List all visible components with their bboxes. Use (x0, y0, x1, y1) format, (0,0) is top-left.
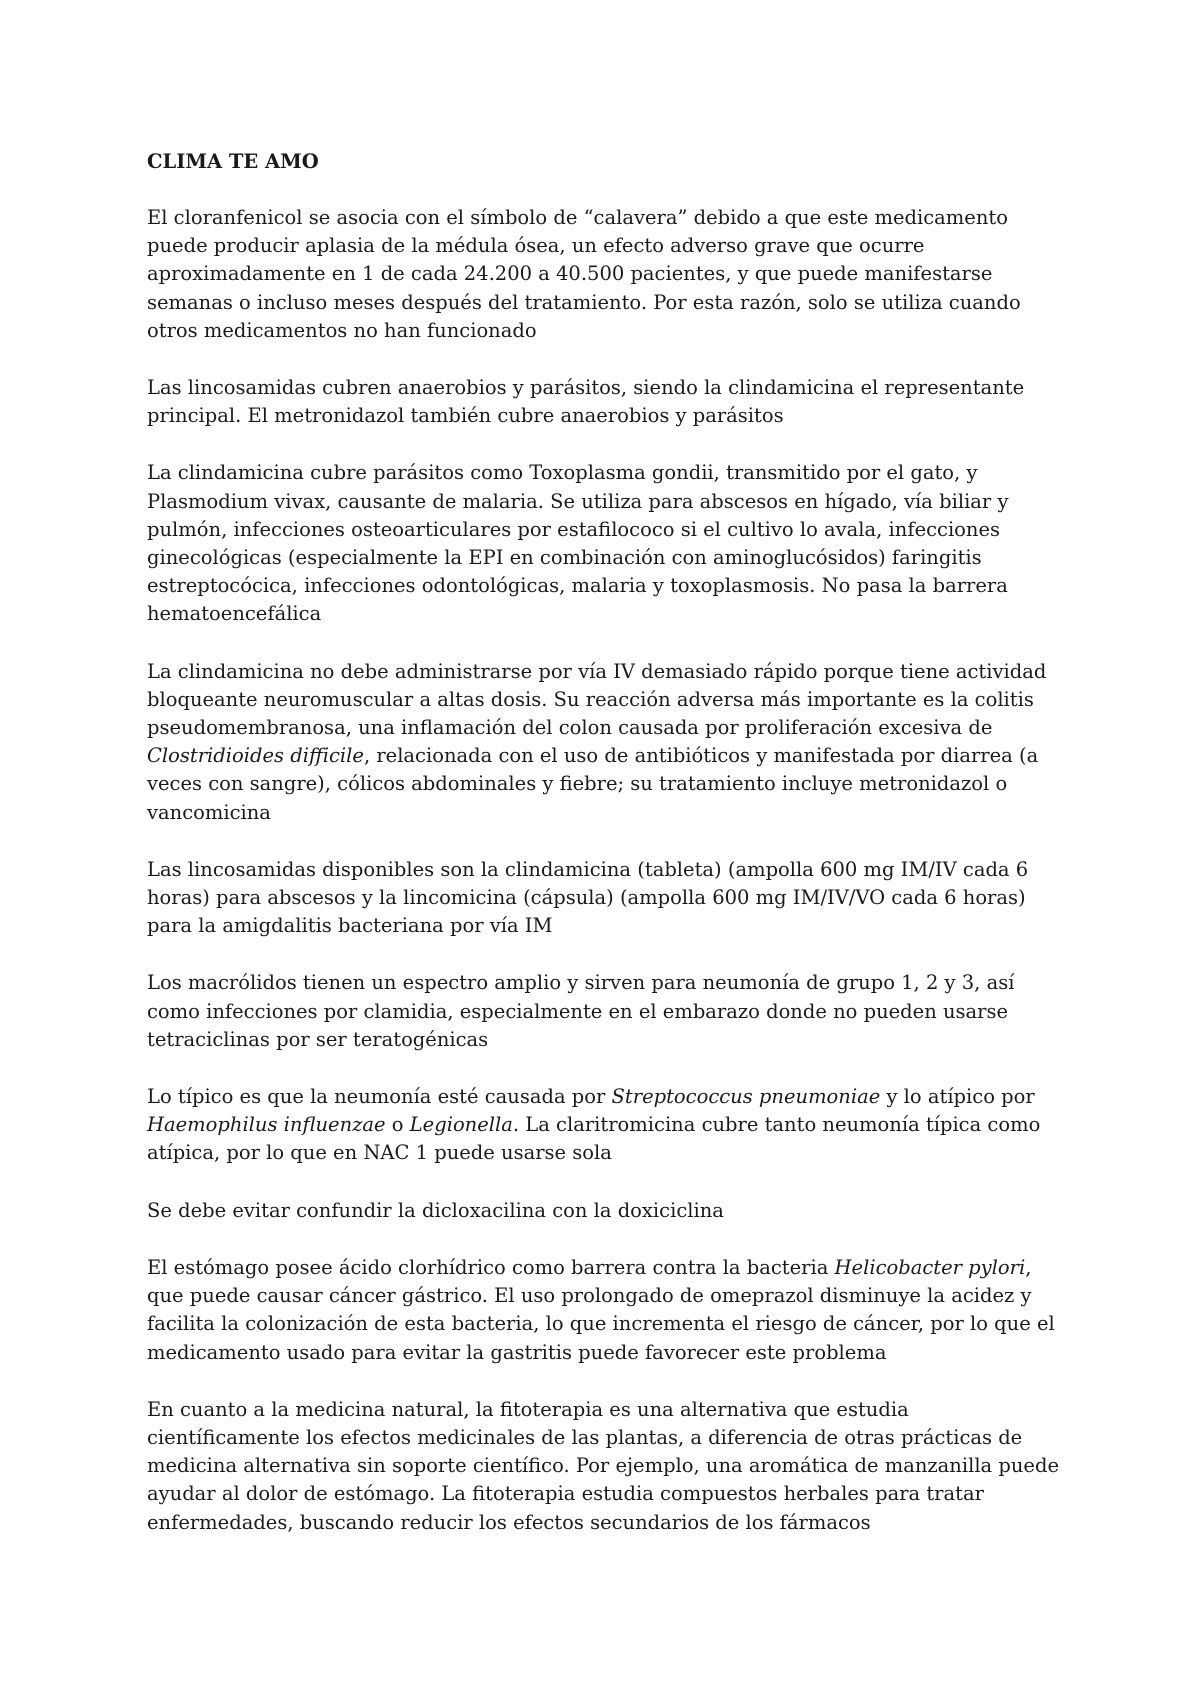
text-segment: En cuanto a la medicina natural, la fitoterapia es una alternativa que estudia científicamente los efectos medicinales de las plantas, a diferencia de otras prácticas de medicina alternativa sin soporte científico. Por ejemplo, una aromática de manzanilla puede ayudar al dolor de estómago. La fitoterapia estudia compuestos herbales para tratar enfermedades, buscando reducir los efectos secundarios de los fármacos (147, 1397, 1059, 1534)
text-segment: Las lincosamidas disponibles son la clindamicina (tableta) (ampolla 600 mg IM/IV cada 6 horas) para abscesos y la lincomicina (cápsula) (ampolla 600 mg IM/IV/VO cada 6 horas) para la amigdalitis bacteriana por vía IM (147, 857, 1029, 938)
text-segment: , relacionada con el uso de antibióticos y manifestada por diarrea (a veces con sangre), cólicos abdominales y fiebre; su tratamiento incluye metronidazol o vancomicina (147, 744, 1039, 824)
italic-text: Streptococcus pneumoniae (611, 1085, 881, 1109)
text-segment: La clindamicina no debe administrarse por vía IV demasiado rápido porque tiene actividad bloqueante neuromuscular a altas dosis. Su reacción adversa más importante es la colitis pseudomembranosa, una inflamación del colon causada por proliferación excesiva de (147, 659, 1047, 740)
paragraph (147, 204, 1067, 345)
paragraph (147, 374, 1067, 430)
text-segment: , que puede causar cáncer gástrico. El uso prolongado de omeprazol disminuye la acidez y facilita la colonización de esta bacteria, lo que incrementa el riesgo de cáncer, por lo que el medicamento usado para evitar la gastritis puede favorecer este problema (147, 1255, 1055, 1364)
paragraph (147, 1396, 1067, 1537)
text-segment: Los macrólidos tienen un espectro amplio y sirven para neumonía de grupo 1, 2 y 3, así como infecciones por clamidia, especialmente en el embarazo donde no pueden usarse tetraciclinas por ser teratogénicas (147, 971, 1015, 1051)
italic-text: Haemophilus influenzae (147, 1113, 386, 1137)
text-segment: . La claritromicina cubre tanto neumonía típica como atípica, por lo que en NAC 1 puede usarse sola (147, 1113, 1041, 1165)
text-segment: El cloranfenicol se asocia con el símbolo de “calavera” debido a que este medicamento puede producir aplasia de la médula ósea, un efecto adverso grave que ocurre aproximadamente en 1 de cada 24.200 a 40.500 pacientes, y que puede manifestarse semanas o incluso meses después del tratamiento. Por esta razón, solo se utiliza cuando otros medicamentos no han funcionado (147, 206, 1021, 342)
paragraph (147, 658, 1067, 827)
italic-text: Helicobacter pylori (834, 1255, 1026, 1279)
text-segment: o (385, 1113, 410, 1137)
document-title: CLIMA TE AMO (147, 150, 319, 173)
text-segment: Se debe evitar confundir la dicloxacilina con la doxiciclina (147, 1198, 724, 1222)
text-segment: La clindamicina cubre parásitos como Toxoplasma gondii, transmitido por el gato, y Plasmodium vivax, causante de malaria. Se utiliza para abscesos en hígado, vía biliar y pulmón, infecciones osteoarticulares por estafilococo si el cultivo lo avala, infecciones ginecológicas (especialmente la EPI en combinación con aminoglucósidos) faringitis estreptocócica, infecciones odontológicas, malaria y toxoplasmosis. No pasa la barrera hematoencefálica (147, 461, 1009, 626)
document-body (147, 204, 1070, 1537)
paragraph (147, 1254, 1067, 1367)
paragraph (147, 1083, 1067, 1168)
text-segment: Lo típico es que la neumonía esté causada por (147, 1085, 612, 1109)
paragraph (147, 1197, 1067, 1225)
italic-text: Clostridioides difficile (147, 744, 364, 768)
paragraph (147, 459, 1067, 628)
italic-text: Legionella (409, 1113, 513, 1137)
text-segment: Las lincosamidas cubren anaerobios y parásitos, siendo la clindamicina el representante principal. El metronidazol también cubre anaerobios y parásitos (147, 376, 1025, 428)
paragraph (147, 969, 1067, 1054)
paragraph (147, 856, 1067, 941)
text-segment: y lo atípico por (880, 1085, 1035, 1109)
text-segment: El estómago posee ácido clorhídrico como barrera contra la bacteria (147, 1255, 835, 1279)
